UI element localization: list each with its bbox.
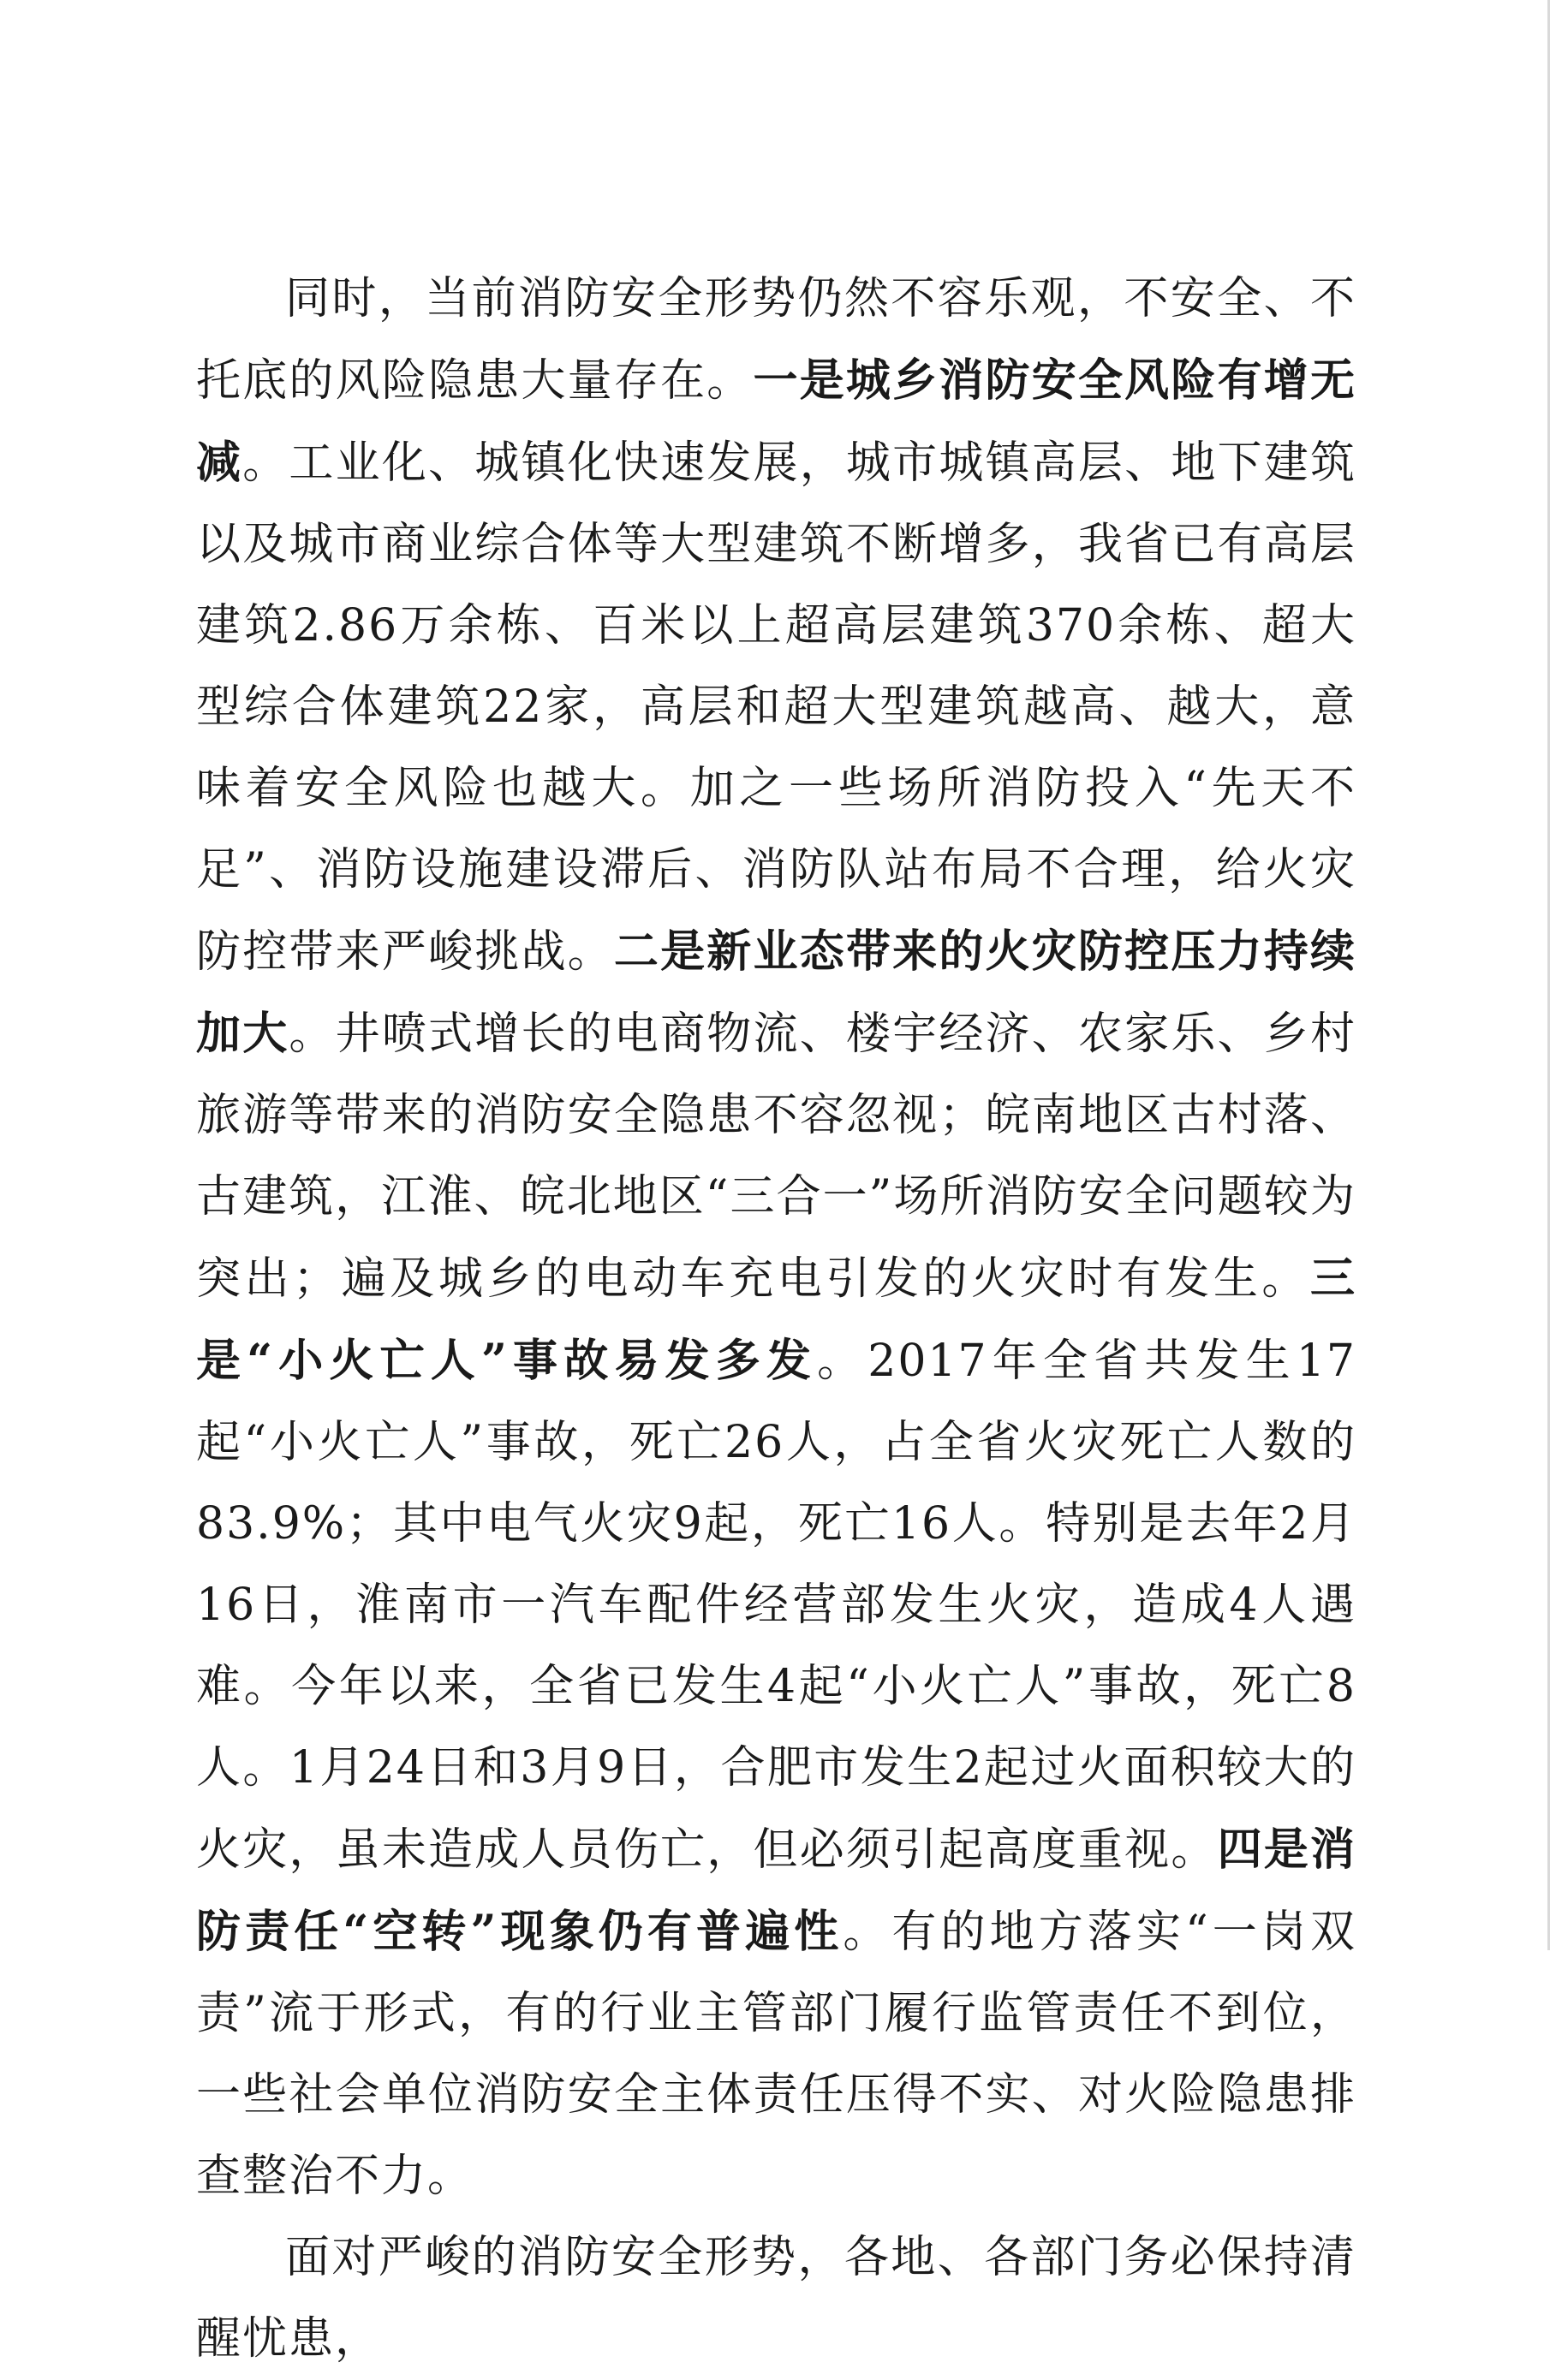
point-two-heading: 二是新业态带来的火灾防控压力持续加大 [196,925,1356,1060]
paragraph-text: 。2017年全省共发生17起“小火亡人”事故，死亡26人，占全省火灾死亡人数的83.9%；其中电气火灾9起，死亡16人。特别是去年2月16日，淮南市一汽车配件经营部发生火灾，造成4人遇难。今年以来，全省已发生4起“小火亡人”事故，死亡8人。1月24日和3月9日，合肥市发生2起过火面积较大的火灾，虽未造成人员伤亡，但必须引起高度重视。 [196,1336,1356,1876]
paragraph-text: 。工业化、城镇化快速发展，城市城镇高层、地下建筑以及城市商业综合体等大型建筑不断增多，我省已有高层建筑2.86万余栋、百米以上超高层建筑370余栋、超大型综合体建筑22家，高层和超大型建筑越高、越大，意味着安全风险也越大。加之一些场所消防投入“先天不足”、消防设施建设滞后、消防队站布局不合理，给火灾防控带来严峻挑战。 [196,437,1356,978]
paragraph-text: 。井喷式增长的电商物流、楼宇经济、农家乐、乡村旅游等带来的消防安全隐患不容忽视；皖南地区古村落、古建筑，江淮、皖北地区“三合一”场所消防安全问题较为突出；遍及城乡的电动车充电引发的火灾时有发生。 [196,1009,1356,1305]
document-body [196,259,1356,2380]
point-one-heading: 一是城乡消防安全风险有增无减 [196,354,1356,489]
paragraph-2 [196,2217,1356,2380]
paragraph-1 [196,259,1356,2217]
paragraph-text: 同时，当前消防安全形势仍然不容乐观，不安全、不托底的风险隐患大量存在。 [196,273,1356,407]
paragraph-text: 。有的地方落实“一岗双责”流于形式，有的行业主管部门履行监管责任不到位，一些社会单位消防安全主体责任压得不实、对火险隐患排查整治不力。 [196,1907,1356,2202]
point-three-heading: 三是“小火亡人”事故易发多发 [196,1252,1356,1387]
paragraph-text: 面对严峻的消防安全形势，各地、各部门务必保持清醒忧患， [196,2232,1356,2365]
point-four-heading: 四是消防责任“空转”现象仍有普遍性 [196,1824,1356,1958]
